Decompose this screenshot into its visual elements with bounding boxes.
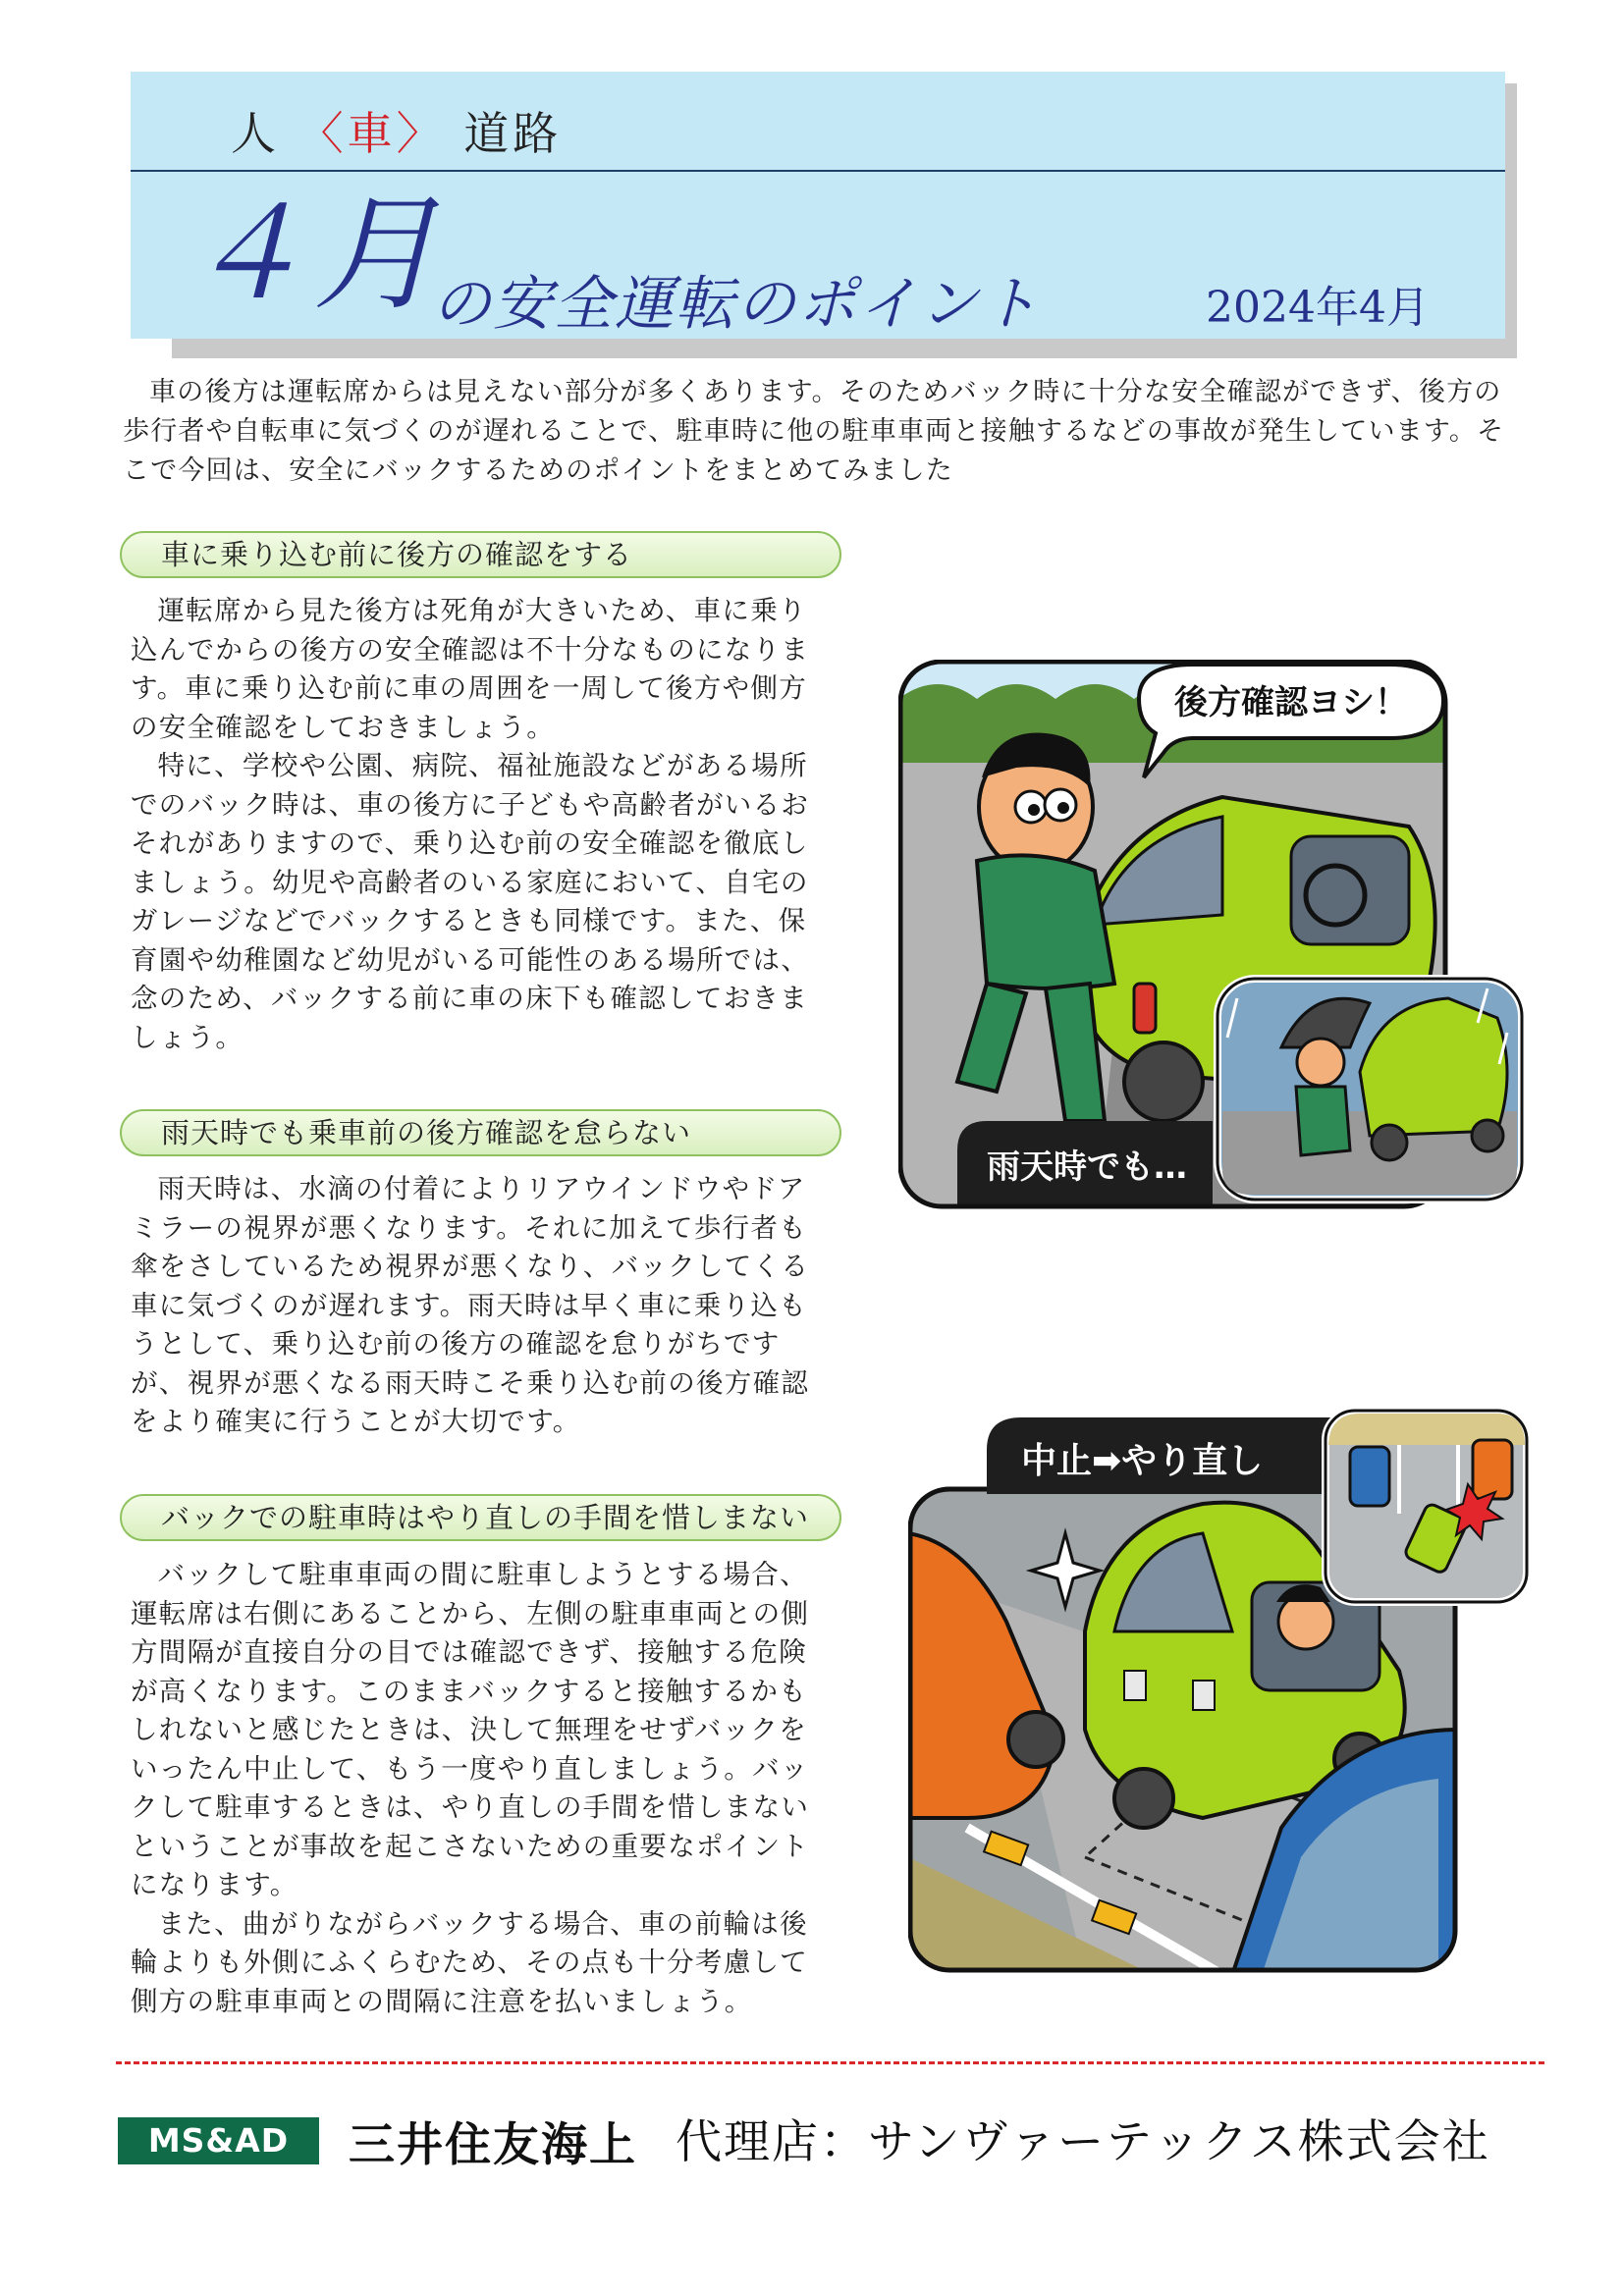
- section-body-3: [131, 1556, 830, 2021]
- msad-logo: MS&AD: [118, 2117, 319, 2164]
- man-body: [977, 855, 1114, 988]
- header-kicker: [231, 98, 562, 163]
- section-heading-1: 車に乗り込む前に後方の確認をする: [120, 531, 841, 578]
- kicker-pre: 人: [231, 107, 280, 160]
- agency-name: 代理店：サンヴァーテックス株式会社: [676, 2115, 1490, 2169]
- page-title: の安全運転のポイント: [432, 270, 1041, 339]
- month-title: ４月: [182, 182, 446, 328]
- intro-paragraph: 車の後方は運転席からは見えない部分が多くあります。そのためバック時に十分な安全確認ができず、後方の歩行者や自転車に気づくのが遅れることで、駐車時に他の駐車車両と接触するなどの事故が発生しています。そこで今回は、安全にバックするためのポイントをまとめてみました: [123, 377, 1505, 486]
- speech-bubble-text: 後方確認ヨシ！: [1174, 683, 1408, 722]
- redo-caption: 中止➡やり直し: [1021, 1441, 1264, 1481]
- kicker-post: 道路: [463, 107, 563, 160]
- section-2-paragraph: 雨天時は、水滴の付着によりリアウインドウやドアミラーの視界が悪くなります。それに加えて歩行者も傘をさしているため視界が悪くなり、バックしてくる車に気づくのが遅れます。雨天時は早く車に乗り込もうとして、乗り込む前の後方の確認を怠りがちですが、視界が悪くなる雨天時こそ乗り込む前の後方確認をより確実に行うことが大切です。: [131, 1173, 810, 1437]
- rain-inset: [1217, 979, 1522, 1200]
- mitsui-sumitomo-logo: 三井住友海上: [349, 2118, 637, 2172]
- section-3-paragraph: バックして駐車車両の間に駐車しようとする場合、運転席は右側にあることから、左側の駐車車両との側方間隔が直接自分の目では確認できず、接触する危険が高くなります。このままバックすると接触するかもしれないと感じたときは、決して無理をせずバックをいったん中止して、もう一度やり直しましょう。バックして駐車するときは、やり直しの手間を惜しまないということが事故を起こさないための重要なポイントになります。: [131, 1559, 810, 1900]
- illustration-back-check: [898, 660, 1527, 1209]
- section-heading-2: 雨天時でも乗車前の後方確認を怠らない: [120, 1109, 841, 1156]
- intro-text: [123, 373, 1527, 491]
- section-heading-3: バックでの駐車時はやり直しの手間を惜しまない: [120, 1494, 841, 1541]
- issue-date: 2024年4月: [1206, 283, 1430, 333]
- rain-caption: 雨天時でも…: [987, 1148, 1187, 1187]
- banner-divider: [131, 170, 1505, 172]
- parking-inset: [1325, 1411, 1527, 1602]
- section-1-paragraph: 特に、学校や公園、病院、福祉施設などがある場所でのバック時は、車の後方に子どもや高齢者がいるおそれがありますので、乗り込む前の安全確認を徹底しましょう。幼児や高齢者のいる家庭において、自宅のガレージなどでバックするときも同様です。また、保育園や幼稚園など幼児がいる可能性のある場所では、念のため、バックする前に車の床下も確認しておきましょう。: [131, 750, 810, 1053]
- section-body-1: [131, 592, 830, 1057]
- section-3-paragraph: また、曲がりながらバックする場合、車の前輪は後輪よりも外側にふくらむため、その点も十分考慮して側方の駐車車両との間隔に注意を払いましょう。: [131, 1907, 809, 2017]
- illustration-redo-parking: [908, 1406, 1532, 1975]
- kicker-highlight: 〈車〉: [298, 107, 446, 160]
- footer-divider: [116, 2061, 1544, 2064]
- section-1-paragraph: 運転席から見た後方は死角が大きいため、車に乗り込んでからの後方の安全確認は不十分なものになります。車に乗り込む前に車の周囲を一周して後方や側方の安全確認をしておきましょう。: [131, 595, 810, 743]
- section-body-2: [131, 1170, 830, 1442]
